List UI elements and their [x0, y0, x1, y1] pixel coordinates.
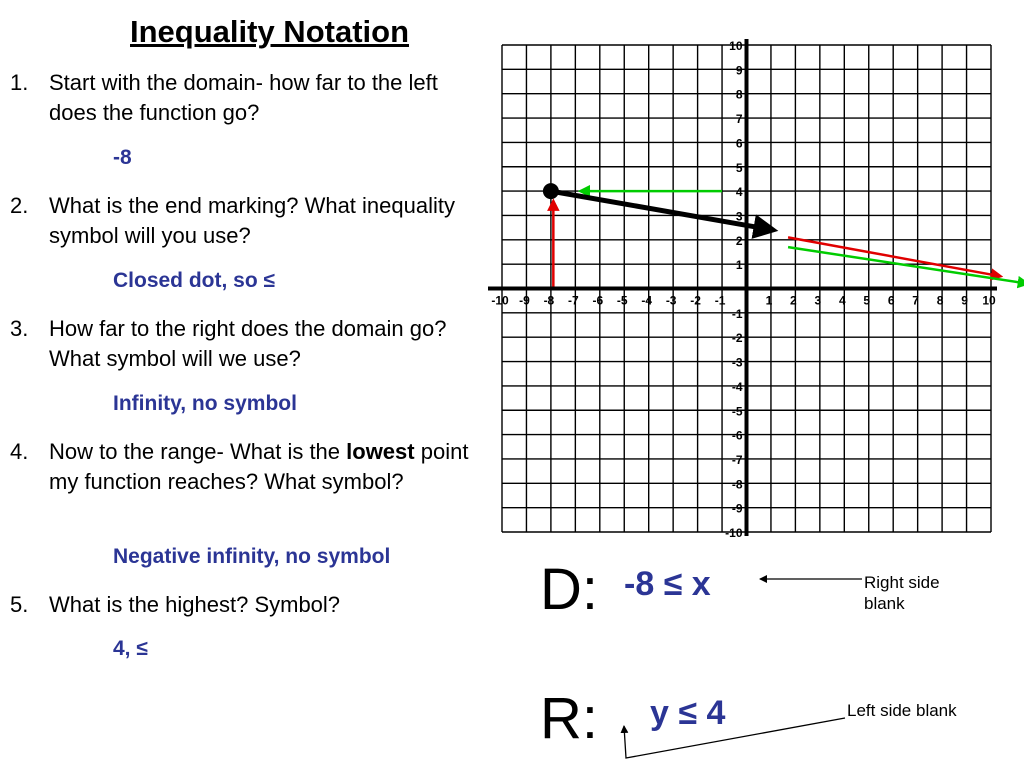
y-tick-label: -2: [731, 331, 743, 346]
x-tick-label: -4: [641, 293, 653, 308]
x-tick-label: -5: [616, 293, 628, 308]
y-tick-label: -9: [731, 501, 743, 516]
question-number: 4.: [10, 439, 29, 464]
x-tick-label: -8: [543, 293, 555, 308]
y-tick-label: -10: [725, 526, 743, 539]
x-tick-label: 5: [863, 293, 871, 308]
x-tick-label: -9: [519, 293, 530, 308]
x-tick-label: -2: [690, 293, 701, 308]
y-tick-label: 6: [735, 136, 743, 151]
y-tick-label: -8: [731, 477, 743, 492]
y-tick-label: 1: [735, 258, 743, 273]
question-text-bold: lowest: [346, 439, 415, 464]
answer-3: Infinity, no symbol: [113, 392, 297, 415]
page-title: Inequality Notation: [130, 14, 409, 49]
answer-1: -8: [113, 146, 132, 169]
x-tick-label: -1: [714, 293, 726, 308]
left-side-pointer-arrow: [624, 718, 845, 758]
y-tick-label: 8: [735, 87, 743, 102]
question-number: 5.: [10, 592, 29, 617]
x-tick-label: -7: [568, 293, 579, 308]
y-tick-label: 7: [735, 112, 743, 127]
y-tick-label: -1: [731, 306, 743, 321]
y-tick-label: 4: [735, 185, 743, 200]
question-number: 3.: [10, 316, 29, 341]
answer-2: Closed dot, so ≤: [113, 269, 276, 292]
question-text: Start with the domain- how far to the left does the function go?: [49, 70, 438, 125]
y-tick-label: -4: [731, 379, 743, 394]
y-tick-label: -3: [731, 355, 743, 370]
y-tick-label: 5: [735, 160, 743, 175]
x-tick-label: 2: [790, 293, 797, 308]
domain-letter: D:: [540, 557, 598, 622]
y-tick-label: -5: [731, 404, 743, 419]
question-text-start: Now to the range- What is the: [49, 439, 347, 464]
answer-4: Negative infinity, no symbol: [113, 545, 391, 568]
x-tick-label: 7: [912, 293, 919, 308]
domain-note: Right side blank: [864, 573, 940, 613]
x-tick-label: 1: [765, 293, 773, 308]
x-tick-label: -10: [491, 293, 509, 308]
y-tick-label: 9: [735, 63, 743, 78]
question-text: What is the highest? Symbol?: [49, 592, 341, 617]
range-note: Left side blank: [847, 701, 957, 720]
x-tick-label: -3: [665, 293, 677, 308]
question-text-end: point my function reaches? What symbol?: [49, 439, 469, 494]
range-answer: y ≤ 4: [650, 694, 726, 732]
domain-answer: -8 ≤ x: [624, 565, 711, 603]
question-text: How far to the right does the domain go? What symbol will we use?: [49, 316, 447, 371]
x-tick-label: -6: [592, 293, 604, 308]
y-tick-label: 10: [729, 39, 743, 53]
x-tick-label: 6: [887, 293, 895, 308]
y-tick-label: 3: [735, 209, 743, 224]
answer-5: 4, ≤: [113, 637, 148, 660]
y-tick-label: 2: [735, 233, 743, 248]
question-text: What is the end marking? What inequality symbol will you use?: [49, 193, 455, 248]
x-tick-label: 3: [814, 293, 822, 308]
x-tick-label: 8: [936, 293, 944, 308]
x-tick-label: 10: [982, 293, 996, 308]
y-tick-label: -6: [731, 428, 743, 443]
question-number: 2.: [10, 193, 29, 218]
range-letter: R:: [540, 686, 598, 751]
x-tick-label: 9: [961, 293, 968, 308]
question-number: 1.: [10, 70, 29, 95]
y-tick-label: -7: [731, 452, 743, 467]
x-tick-label: 4: [838, 293, 846, 308]
